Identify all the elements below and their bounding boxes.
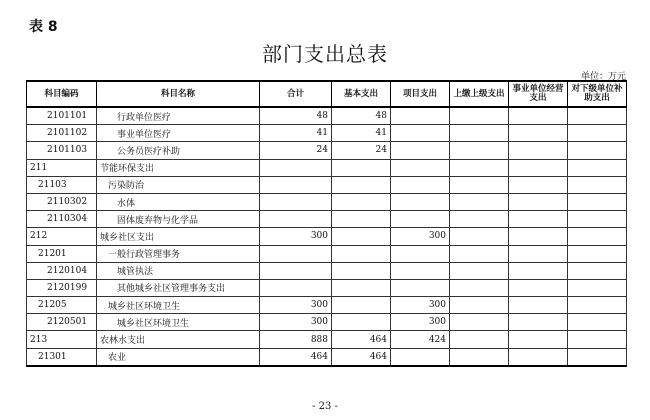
cell-subsidy — [568, 193, 627, 210]
cell-upper — [450, 262, 509, 279]
cell-subsidy — [568, 228, 627, 245]
cell-total: 300 — [260, 297, 332, 314]
cell-operating — [509, 211, 568, 228]
cell-total — [260, 193, 332, 210]
cell-name: 行政单位医疗 — [97, 107, 260, 125]
expenditure-table — [26, 80, 627, 367]
column-header-name: 科目名称 — [97, 81, 260, 107]
table-row — [27, 193, 627, 210]
table-row — [27, 314, 627, 331]
cell-basic: 464 — [332, 348, 391, 366]
cell-subsidy — [568, 279, 627, 296]
cell-project — [391, 245, 450, 262]
cell-code: 2120501 — [27, 314, 97, 331]
cell-project: 300 — [391, 297, 450, 314]
cell-project — [391, 176, 450, 193]
cell-basic: 24 — [332, 142, 391, 159]
table-row — [27, 211, 627, 228]
cell-total — [260, 279, 332, 296]
cell-basic — [332, 176, 391, 193]
cell-upper — [450, 297, 509, 314]
table-row — [27, 348, 627, 366]
cell-code: 21301 — [27, 348, 97, 366]
cell-upper — [450, 107, 509, 125]
cell-subsidy — [568, 262, 627, 279]
cell-operating — [509, 228, 568, 245]
cell-operating — [509, 262, 568, 279]
table-row — [27, 107, 627, 125]
cell-subsidy — [568, 245, 627, 262]
cell-code: 21201 — [27, 245, 97, 262]
cell-code: 2101103 — [27, 142, 97, 159]
cell-upper — [450, 125, 509, 142]
cell-total: 888 — [260, 331, 332, 348]
cell-operating — [509, 193, 568, 210]
column-header-subsidy: 对下级单位补助支出 — [568, 81, 627, 107]
table-header-row — [27, 81, 627, 107]
cell-subsidy — [568, 125, 627, 142]
cell-upper — [450, 245, 509, 262]
page-title: 部门支出总表 — [262, 42, 388, 66]
cell-subsidy — [568, 159, 627, 176]
cell-code: 212 — [27, 228, 97, 245]
cell-total — [260, 159, 332, 176]
cell-project — [391, 211, 450, 228]
cell-total — [260, 262, 332, 279]
cell-operating — [509, 279, 568, 296]
cell-operating — [509, 107, 568, 125]
cell-project — [391, 107, 450, 125]
cell-operating — [509, 314, 568, 331]
cell-code: 2120104 — [27, 262, 97, 279]
table-row — [27, 125, 627, 142]
table-row — [27, 279, 627, 296]
table-body — [27, 107, 627, 366]
cell-subsidy — [568, 314, 627, 331]
cell-operating — [509, 176, 568, 193]
cell-subsidy — [568, 297, 627, 314]
cell-upper — [450, 176, 509, 193]
table-row — [27, 297, 627, 314]
cell-operating — [509, 348, 568, 366]
cell-basic — [332, 262, 391, 279]
column-header-total: 合计 — [260, 81, 332, 107]
cell-upper — [450, 331, 509, 348]
cell-name: 农业 — [97, 348, 260, 366]
cell-operating — [509, 159, 568, 176]
column-header-code: 科目编码 — [27, 81, 97, 107]
cell-project: 300 — [391, 228, 450, 245]
cell-upper — [450, 211, 509, 228]
cell-name: 城管执法 — [97, 262, 260, 279]
cell-total — [260, 245, 332, 262]
cell-operating — [509, 125, 568, 142]
cell-subsidy — [568, 211, 627, 228]
cell-upper — [450, 279, 509, 296]
cell-basic: 48 — [332, 107, 391, 125]
table-row — [27, 245, 627, 262]
cell-name: 事业单位医疗 — [97, 125, 260, 142]
cell-basic — [332, 193, 391, 210]
cell-total: 464 — [260, 348, 332, 366]
cell-upper — [450, 348, 509, 366]
cell-basic — [332, 297, 391, 314]
table-row — [27, 142, 627, 159]
unit-note: 单位：万元 — [580, 72, 626, 82]
cell-project — [391, 348, 450, 366]
table-row — [27, 331, 627, 348]
cell-total: 48 — [260, 107, 332, 125]
cell-code: 2110304 — [27, 211, 97, 228]
cell-name: 城乡社区环境卫生 — [97, 314, 260, 331]
cell-upper — [450, 193, 509, 210]
cell-subsidy — [568, 142, 627, 159]
cell-operating — [509, 297, 568, 314]
cell-total — [260, 176, 332, 193]
cell-basic — [332, 159, 391, 176]
cell-name: 固体废弃物与化学品 — [97, 211, 260, 228]
cell-name: 城乡社区支出 — [97, 228, 260, 245]
page-number: - 23 - — [312, 401, 338, 412]
cell-code: 213 — [27, 331, 97, 348]
cell-project — [391, 262, 450, 279]
cell-project: 300 — [391, 314, 450, 331]
cell-total: 41 — [260, 125, 332, 142]
cell-code: 21103 — [27, 176, 97, 193]
cell-upper — [450, 159, 509, 176]
cell-operating — [509, 142, 568, 159]
table-row — [27, 159, 627, 176]
cell-basic: 41 — [332, 125, 391, 142]
cell-project — [391, 125, 450, 142]
cell-project — [391, 142, 450, 159]
table-row — [27, 262, 627, 279]
cell-basic: 464 — [332, 331, 391, 348]
cell-code: 211 — [27, 159, 97, 176]
cell-subsidy — [568, 176, 627, 193]
cell-basic — [332, 314, 391, 331]
cell-project — [391, 193, 450, 210]
cell-name: 水体 — [97, 193, 260, 210]
cell-code: 21205 — [27, 297, 97, 314]
table-row — [27, 176, 627, 193]
column-header-project: 项目支出 — [391, 81, 450, 107]
cell-basic — [332, 245, 391, 262]
cell-total: 300 — [260, 314, 332, 331]
cell-name: 其他城乡社区管理事务支出 — [97, 279, 260, 296]
cell-total: 24 — [260, 142, 332, 159]
cell-project — [391, 159, 450, 176]
cell-subsidy — [568, 107, 627, 125]
cell-project: 424 — [391, 331, 450, 348]
cell-name: 公务员医疗补助 — [97, 142, 260, 159]
cell-subsidy — [568, 348, 627, 366]
cell-upper — [450, 314, 509, 331]
cell-name: 污染防治 — [97, 176, 260, 193]
cell-basic — [332, 279, 391, 296]
cell-operating — [509, 331, 568, 348]
column-header-upper: 上缴上级支出 — [450, 81, 509, 107]
cell-code: 2101101 — [27, 107, 97, 125]
table-row — [27, 228, 627, 245]
cell-code: 2120199 — [27, 279, 97, 296]
cell-operating — [509, 245, 568, 262]
cell-code: 2101102 — [27, 125, 97, 142]
cell-basic — [332, 211, 391, 228]
cell-project — [391, 279, 450, 296]
cell-code: 2110302 — [27, 193, 97, 210]
cell-upper — [450, 228, 509, 245]
cell-subsidy — [568, 331, 627, 348]
cell-total: 300 — [260, 228, 332, 245]
table-label: 表 8 — [29, 19, 58, 35]
cell-basic — [332, 228, 391, 245]
cell-upper — [450, 142, 509, 159]
column-header-operating: 事业单位经营支出 — [509, 81, 568, 107]
cell-name: 节能环保支出 — [97, 159, 260, 176]
cell-name: 一般行政管理事务 — [97, 245, 260, 262]
column-header-basic: 基本支出 — [332, 81, 391, 107]
cell-name: 农林水支出 — [97, 331, 260, 348]
cell-total — [260, 211, 332, 228]
cell-name: 城乡社区环境卫生 — [97, 297, 260, 314]
